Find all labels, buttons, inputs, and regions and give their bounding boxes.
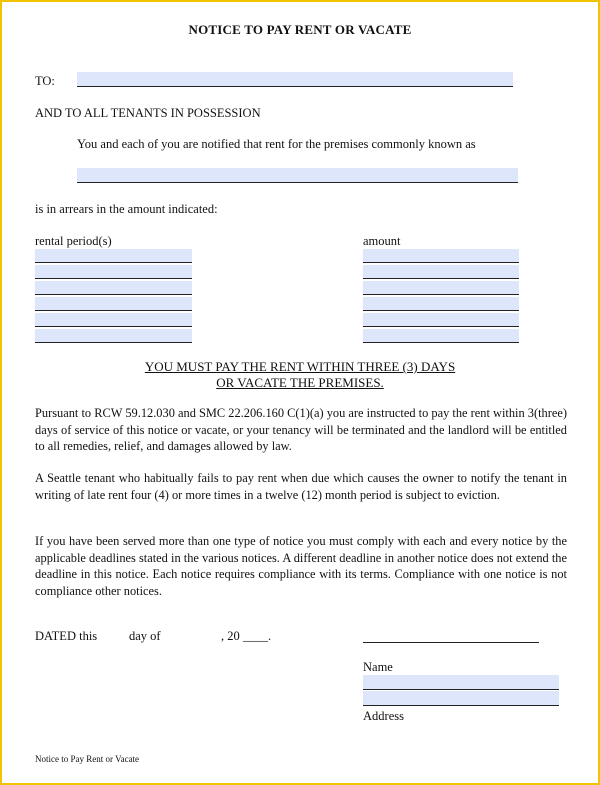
- name-field-1[interactable]: [363, 675, 559, 690]
- year-blank: ____.: [243, 629, 272, 643]
- rental-period-field-5[interactable]: [35, 313, 192, 327]
- name-field-2[interactable]: [363, 691, 559, 706]
- to-field[interactable]: [77, 72, 513, 87]
- footer-text: Notice to Pay Rent or Vacate: [35, 754, 140, 764]
- document-title: NOTICE TO PAY RENT OR VACATE: [188, 22, 412, 37]
- amount-field-6[interactable]: [363, 329, 519, 343]
- paragraph-rcw: Pursuant to RCW 59.12.030 and SMC 22.206.160 C(1)(a) you are instructed to pay the rent within 3(three) days of service of this notice or vacate, or your tenancy will be terminated and the landlord will be entitled to all remedies, relief, and damages allowed by law.: [35, 406, 567, 453]
- rental-period-field-2[interactable]: [35, 265, 192, 279]
- pay-heading-line-2: OR VACATE THE PREMISES.: [216, 375, 384, 390]
- paragraph-multiple-notices: If you have been served more than one type of notice you must comply with each and every notice by the applicable deadlines stated in the various notices. A different deadline in another notice does not extend the deadline in this notice. Each notice requires compliance with its terms. Compliance with one notice is not compliance other notices.: [35, 534, 567, 598]
- rental-period-field-6[interactable]: [35, 329, 192, 343]
- name-label: Name: [363, 660, 393, 674]
- arrears-text: is in arrears in the amount indicated:: [35, 202, 218, 216]
- day-of-label: day of: [129, 629, 161, 643]
- amount-field-4[interactable]: [363, 297, 519, 311]
- paragraph-habitual: A Seattle tenant who habitually fails to pay rent when due which causes the owner to notify the tenant in writing of late rent four (4) or more times in a twelve (12) month period is subject to eviction.: [35, 471, 567, 502]
- premises-field[interactable]: [77, 168, 518, 183]
- amount-field-2[interactable]: [363, 265, 519, 279]
- dated-label: DATED this: [35, 629, 98, 643]
- rental-period-field-1[interactable]: [35, 249, 192, 263]
- amount-field-5[interactable]: [363, 313, 519, 327]
- rental-period-field-3[interactable]: [35, 281, 192, 295]
- amount-label: amount: [363, 234, 401, 248]
- to-label: TO:: [35, 74, 55, 88]
- address-label: Address: [363, 709, 404, 723]
- signature-line[interactable]: [363, 641, 539, 643]
- all-tenants-text: AND TO ALL TENANTS IN POSSESSION: [35, 106, 261, 120]
- rental-period-label: rental period(s): [35, 234, 112, 248]
- amount-field-3[interactable]: [363, 281, 519, 295]
- pay-heading-line-1: YOU MUST PAY THE RENT WITHIN THREE (3) DAYS: [144, 359, 456, 374]
- notified-text: You and each of you are notified that rent for the premises commonly known as: [77, 137, 476, 151]
- year-prefix: , 20: [221, 629, 240, 643]
- rental-period-field-4[interactable]: [35, 297, 192, 311]
- amount-field-1[interactable]: [363, 249, 519, 263]
